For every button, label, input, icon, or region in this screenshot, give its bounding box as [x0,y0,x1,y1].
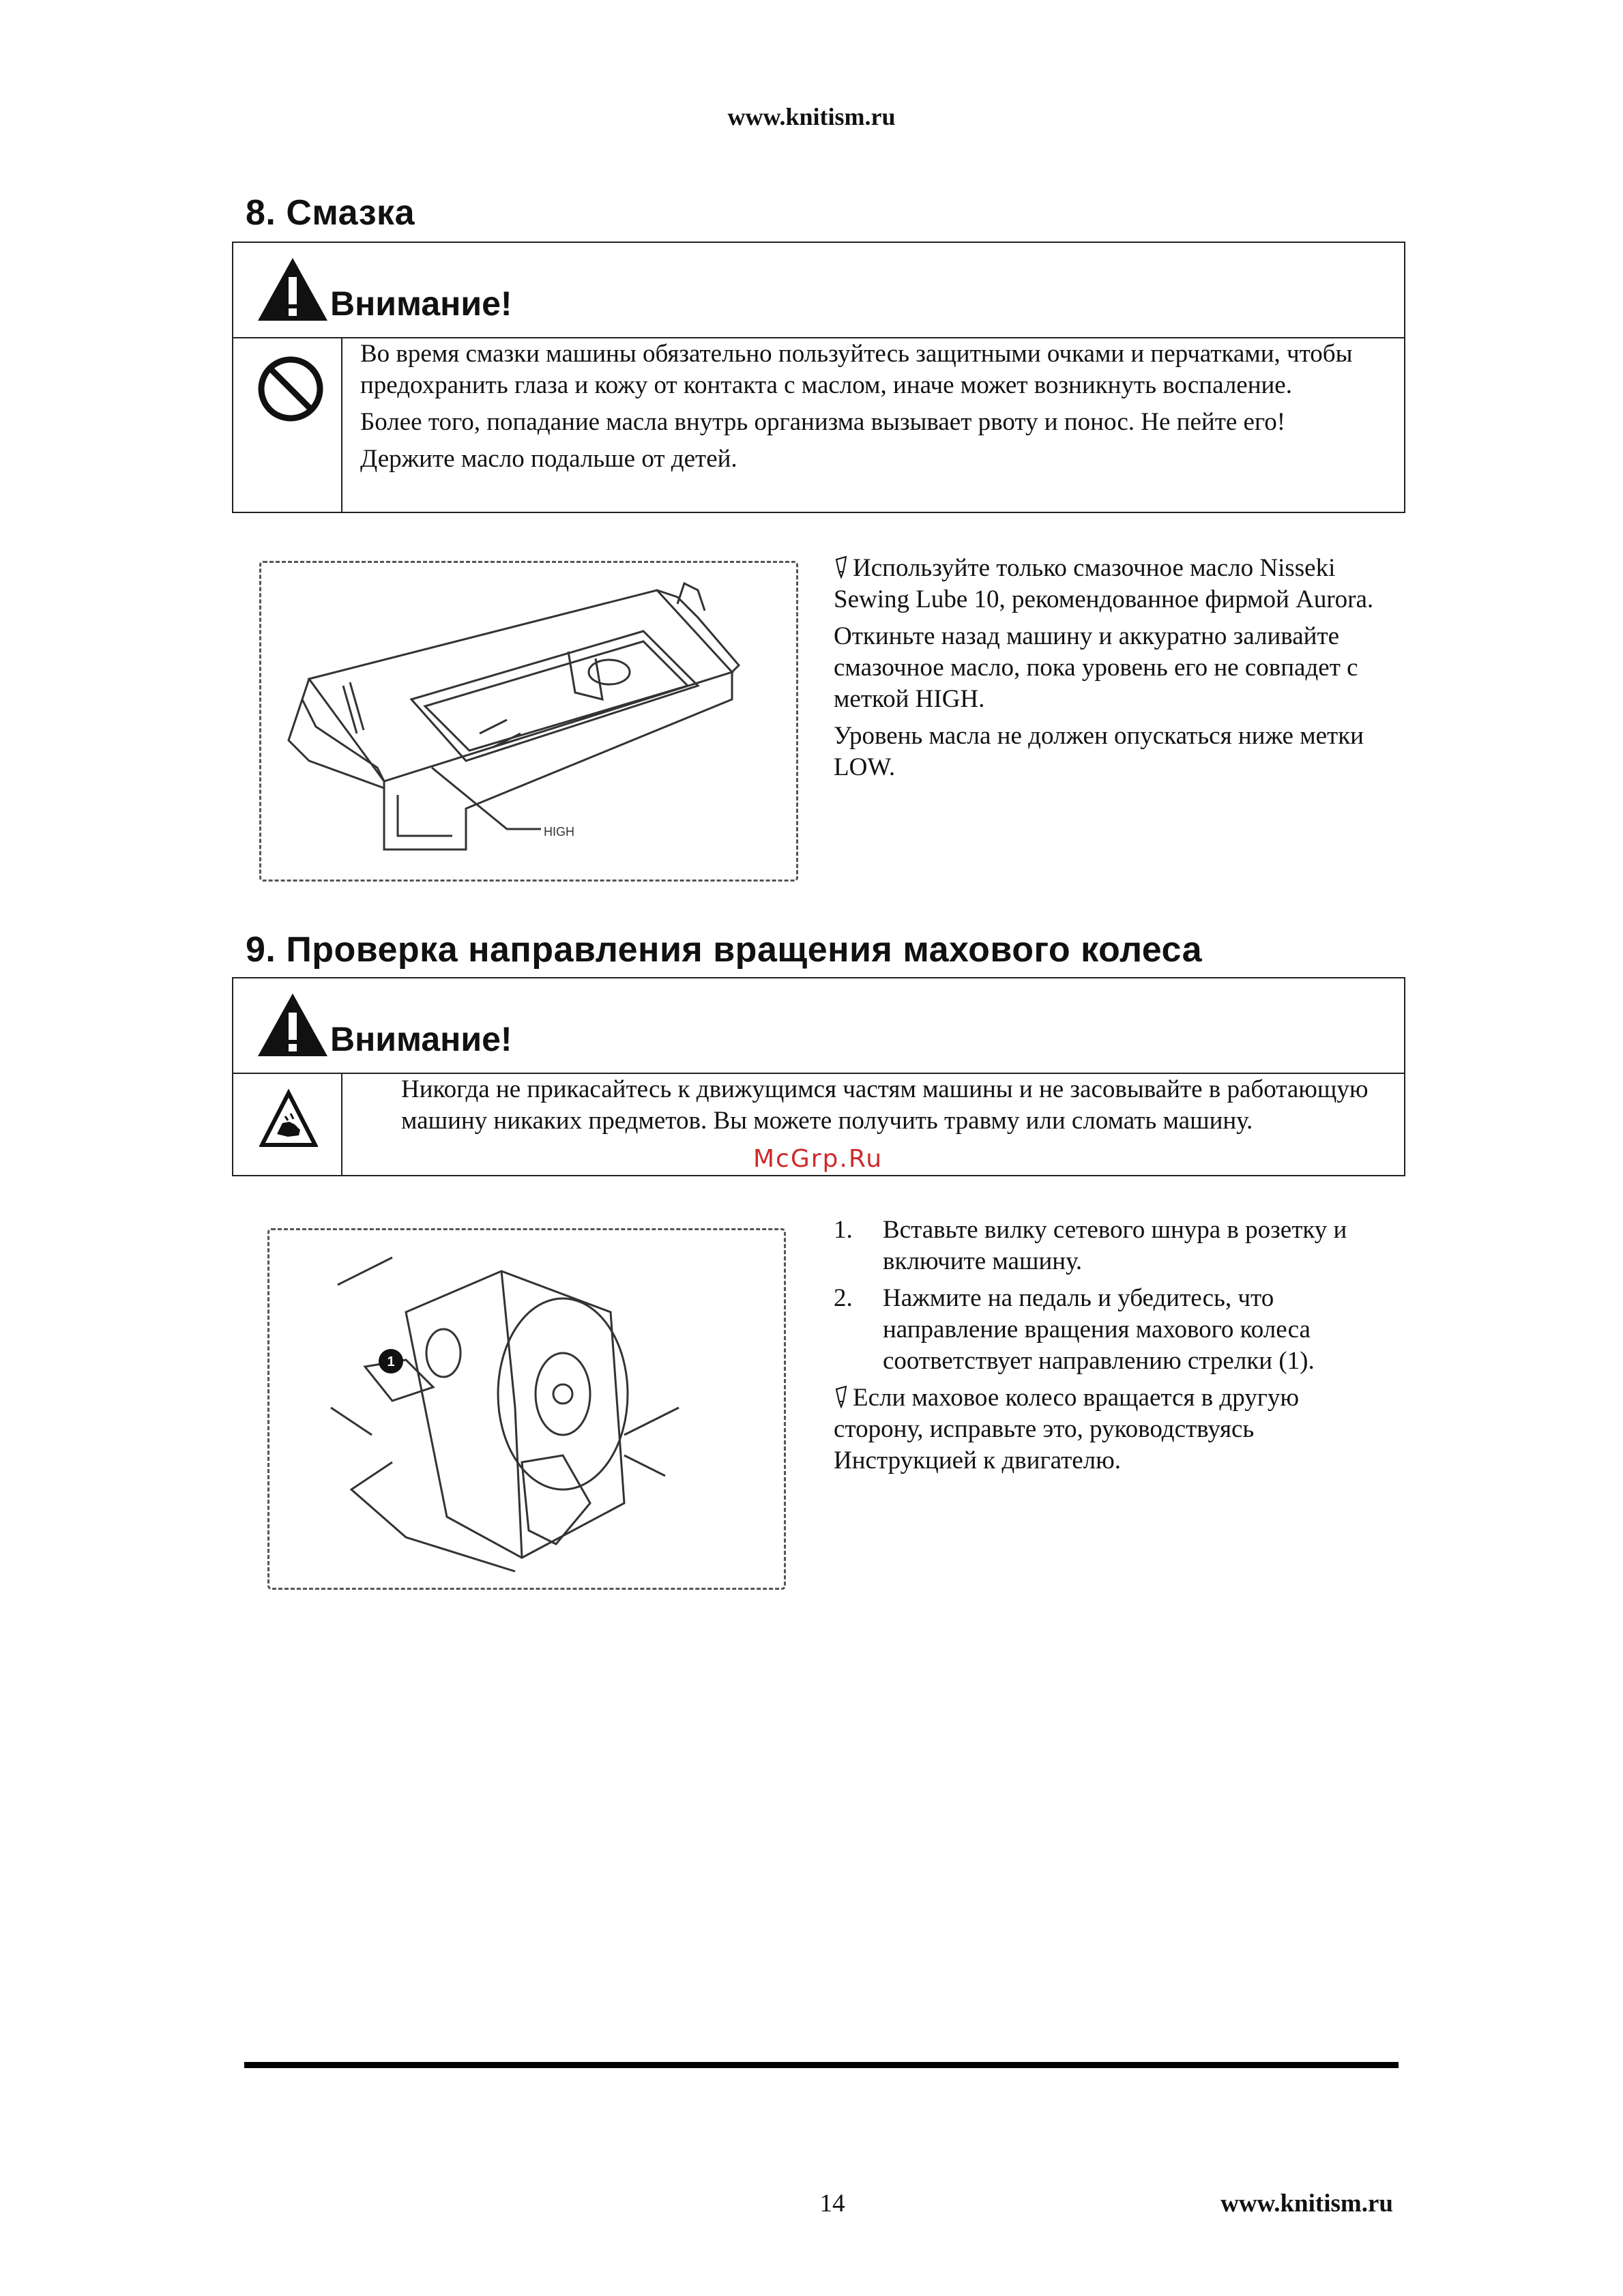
warning-header [233,243,1404,338]
note-item: Откиньте назад машину и аккуратно заливайте смазочное масло, пока уровень его не совпадет с меткой HIGH. [834,622,1358,713]
warning-triangle-icon [255,255,330,323]
warning-body [233,338,1404,512]
note-item: Уровень масла не должен опускаться ниже метки LOW. [834,722,1364,781]
machine-head-drawing [269,1230,784,1588]
warning-divider [341,1074,342,1175]
warning-title: Внимание! [330,285,512,323]
warning-text [401,1074,1397,1137]
warning-paragraph: Во время смазки машины обязательно пользуйтесь защитными очками и перчатками, чтобы предохранить глаза и кожу от контакта с маслом, иначе может возникнуть воспаление. [360,340,1353,399]
warning-paragraph: Держите масло подальше от детей. [360,445,737,473]
warning-header [233,978,1404,1074]
oil-pan-drawing [261,563,796,880]
lubrication-notes [834,553,1407,783]
rotation-steps [834,1215,1393,1477]
warning-paragraph: Более того, попадание масла внутрь организма вызывает рвоту и понос. Не пейте его! [360,408,1286,436]
list-item [834,1283,1393,1377]
note-item [834,553,1407,615]
oil-pan-figure [259,561,798,882]
warning-text [360,338,1390,475]
page-number: 14 [819,2190,845,2218]
note-text: Если маховое колесо вращается в другую сторону, исправьте это, руководствуясь Инструкцией к двигателю. [834,1384,1300,1474]
header-site: www.knitism.ru [727,103,896,130]
section-8-title: 8. Смазка [246,193,415,233]
pencil-tip-icon [834,1385,849,1408]
warning-paragraph: Никогда не прикасайтесь к движущимся частям машины и не засовывайте в работающую машину никаких предметов. Вы можете получить травму или сломать машину. [401,1075,1369,1135]
note-text: Используйте только смазочное масло Nisseki Sewing Lube 10, рекомендованное фирмой Aurora. [834,554,1374,613]
callout-number: 1 [387,1354,395,1369]
step-text: Нажмите на педаль и убедитесь, что направление вращения махового колеса соответствует направлению стрелки (1). [883,1284,1315,1375]
footer-divider [244,2062,1399,2068]
high-label: HIGH [544,825,574,839]
section-9-title: 9. Проверка направления вращения махового колеса [246,930,1202,970]
step-text: Вставьте вилку сетевого шнура в розетку и включите машину. [883,1216,1347,1275]
watermark: McGrp.Ru [753,1145,883,1173]
lubrication-warning-box [232,242,1405,513]
prohibition-icon [257,355,325,423]
hand-caution-icon [259,1089,318,1149]
step-number: 1. [834,1216,853,1244]
step-number: 2. [834,1284,853,1312]
list-item [834,1215,1393,1277]
flywheel-figure [267,1228,786,1590]
footer-site: www.knitism.ru [1220,2190,1393,2218]
note-item [834,1382,1393,1477]
pencil-tip-icon [834,555,849,579]
warning-title: Внимание! [330,1020,512,1058]
warning-triangle-icon [255,991,330,1059]
warning-divider [341,338,342,512]
